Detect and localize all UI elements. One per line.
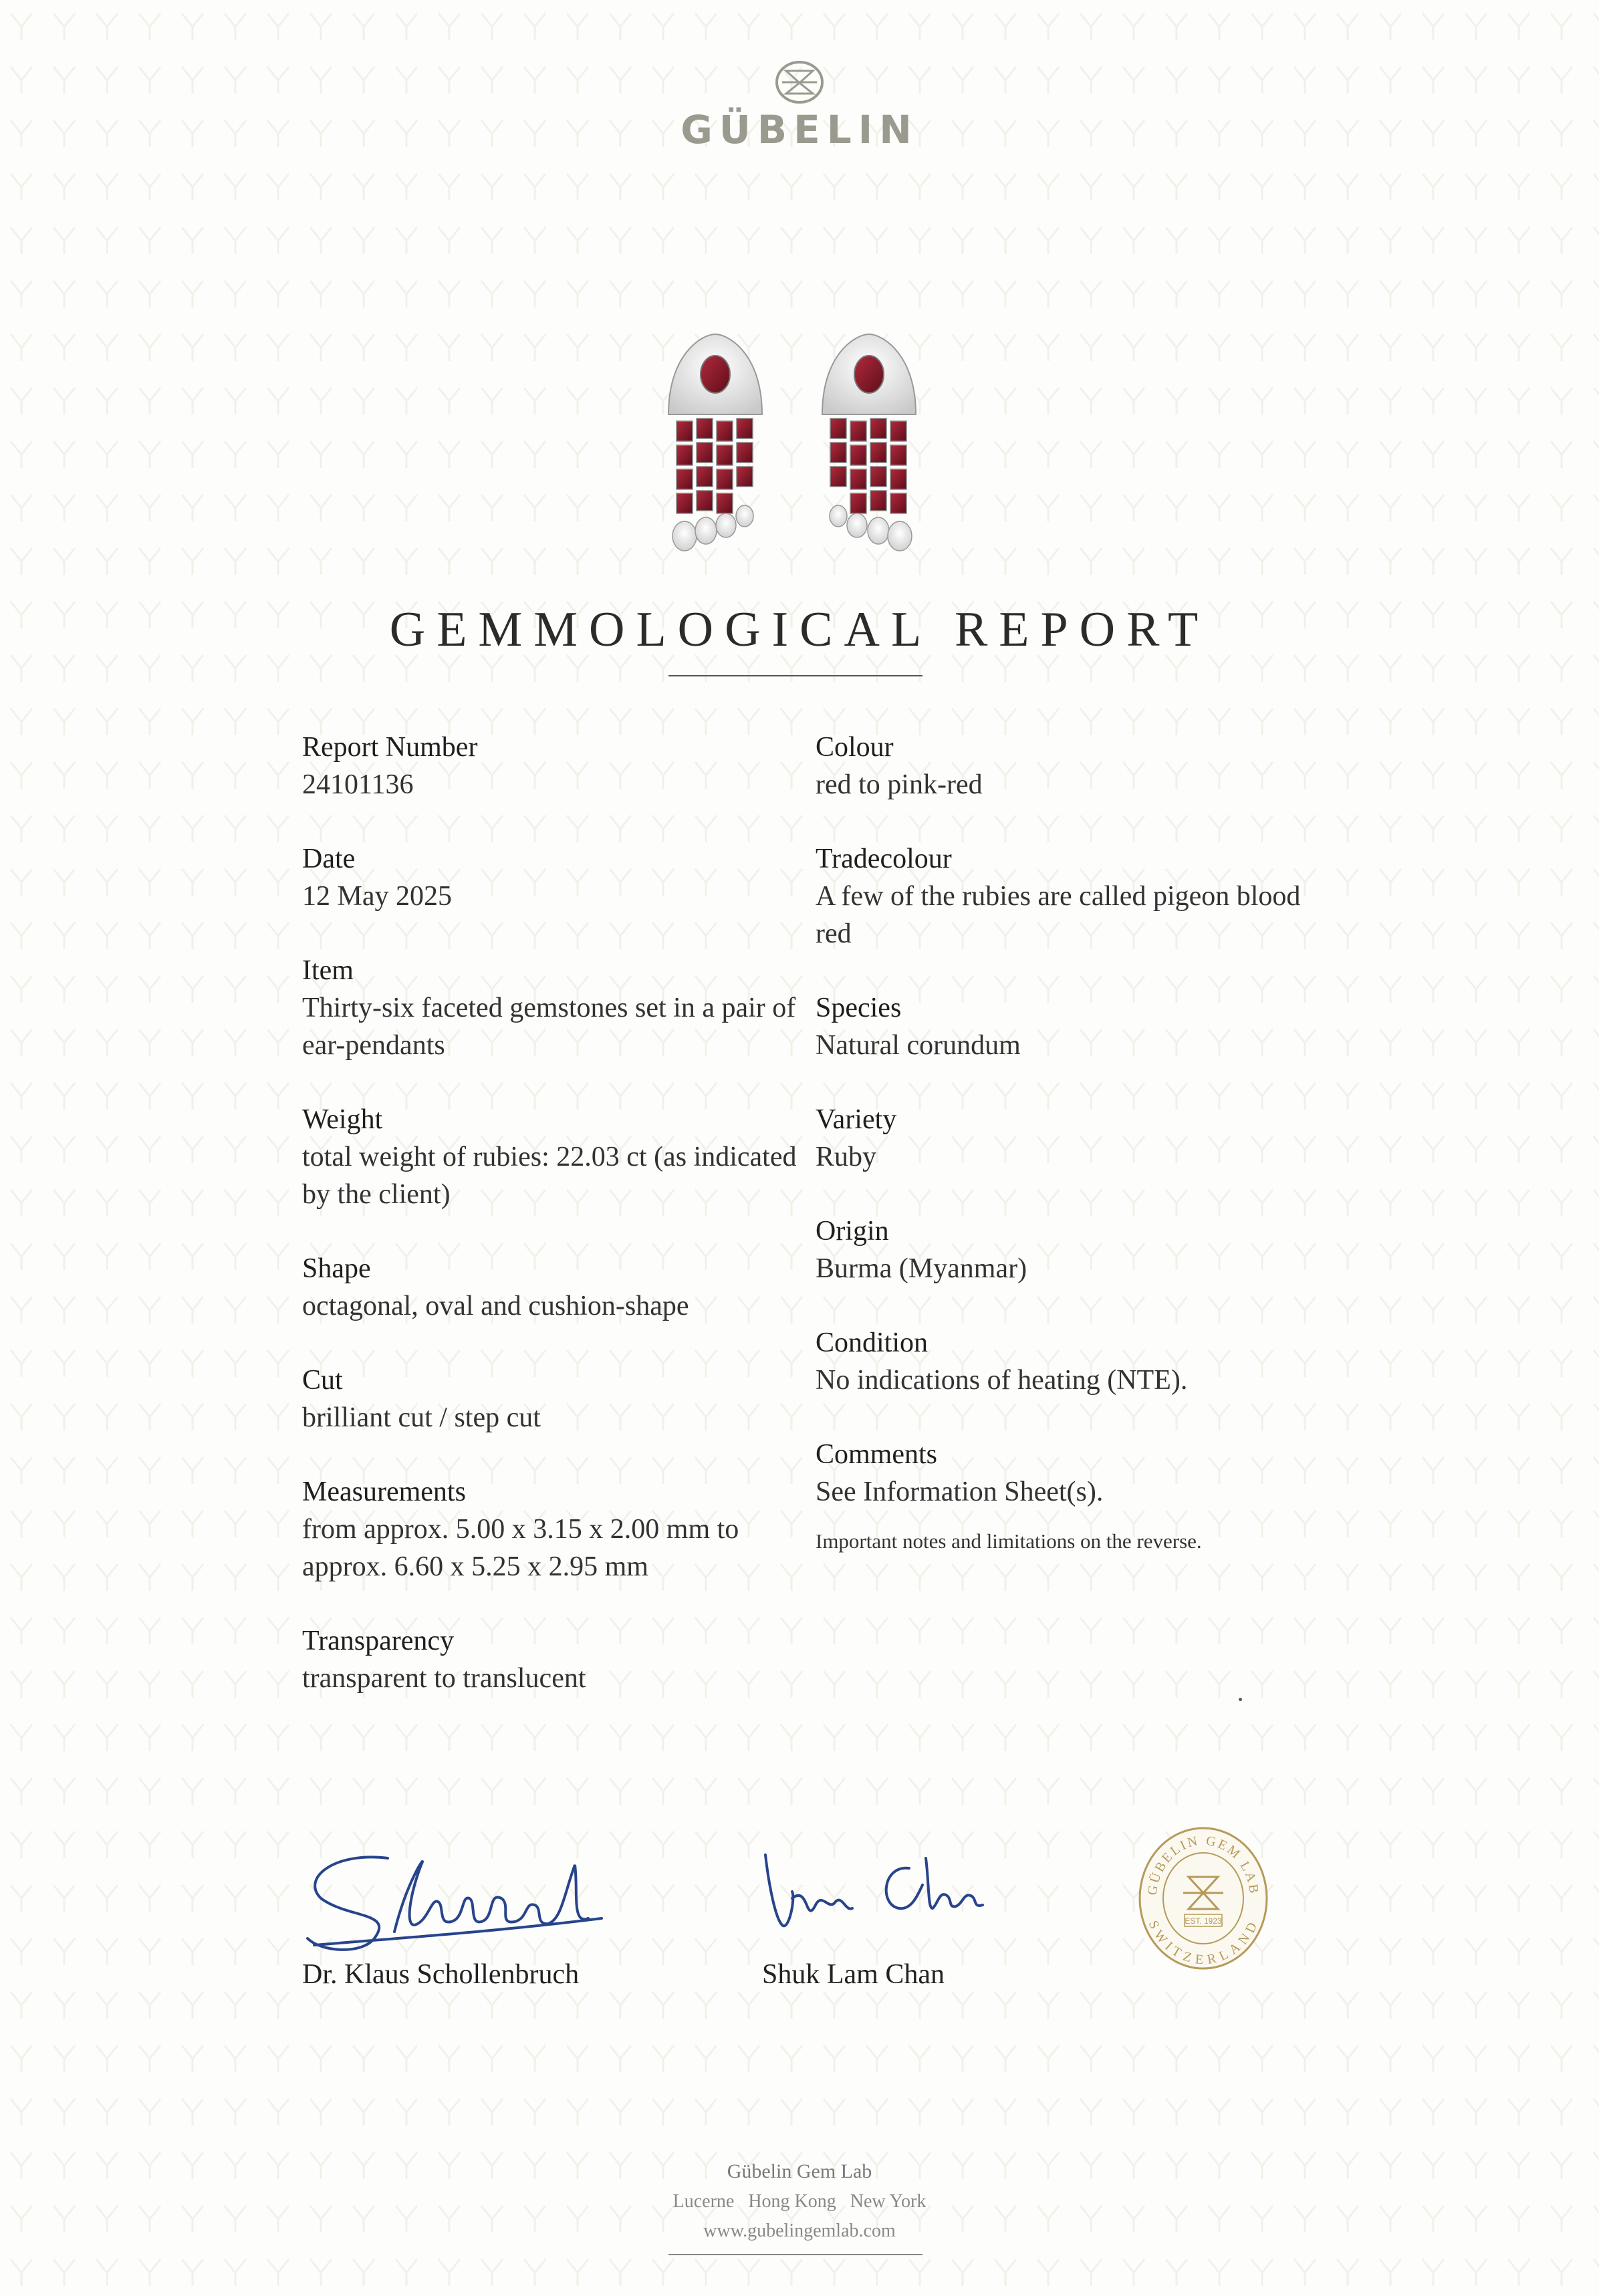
field-label: Comments	[816, 1439, 938, 1470]
speck	[1239, 1698, 1242, 1701]
field-value: Thirty-six faceted gemstones set in a pair of ear-pendants	[302, 993, 796, 1061]
field-value: red to pink-red	[816, 769, 983, 800]
footer-lab-name: Gübelin Gem Lab	[727, 2160, 872, 2182]
field-label: Transparency	[302, 1626, 455, 1656]
reverse-note: Important notes and limitations on the reverse.	[816, 1529, 1202, 1553]
signature-chan	[755, 1845, 996, 1945]
signatory-name-1: Dr. Klaus Schollenbruch	[302, 1959, 580, 1990]
field-tradecolour	[816, 840, 1324, 952]
field-value: octagonal, oval and cushion-shape	[302, 1291, 689, 1321]
field-label: Report Number	[302, 732, 478, 763]
field-label: Item	[302, 955, 354, 986]
field-value: A few of the rubies are called pigeon blood red	[816, 881, 1301, 949]
field-value: 12 May 2025	[302, 881, 452, 912]
title-underline	[668, 675, 922, 676]
field-value: from approx. 5.00 x 3.15 x 2.00 mm to approx. 6.60 x 5.25 x 2.95 mm	[302, 1514, 739, 1582]
field-comments	[816, 1436, 1324, 1511]
field-report-number	[302, 729, 810, 803]
field-label: Measurements	[302, 1477, 466, 1507]
field-shape	[302, 1250, 810, 1325]
field-label: Cut	[302, 1365, 343, 1396]
field-label: Shape	[302, 1253, 371, 1284]
field-label: Condition	[816, 1327, 929, 1358]
field-value: transparent to translucent	[302, 1663, 586, 1694]
field-value: Ruby	[816, 1142, 877, 1172]
footer-rule	[668, 2254, 922, 2255]
field-weight	[302, 1101, 810, 1213]
hourglass-triangle-icon	[753, 59, 846, 106]
footer-cities: Lucerne Hong Kong New York	[672, 2191, 927, 2212]
field-value: Natural corundum	[816, 1030, 1021, 1061]
footer-website: www.gubelingemlab.com	[703, 2220, 896, 2241]
field-label: Species	[816, 993, 902, 1023]
field-cut	[302, 1362, 810, 1436]
field-label: Weight	[302, 1104, 383, 1135]
left-column	[302, 729, 810, 1734]
seal-established: EST. 1923	[1185, 1916, 1222, 1926]
field-label: Variety	[816, 1104, 897, 1135]
field-value: No indications of heating (NTE).	[816, 1365, 1188, 1396]
field-variety	[816, 1101, 1324, 1176]
right-column	[816, 729, 1324, 1553]
field-value: See Information Sheet(s).	[816, 1477, 1104, 1507]
ear-pendants-photo	[642, 328, 949, 568]
brand-wordmark: GÜBELIN	[681, 107, 918, 152]
field-value: 24101136	[302, 769, 414, 800]
field-value: brilliant cut / step cut	[302, 1402, 541, 1433]
field-label: Origin	[816, 1216, 889, 1247]
field-condition	[816, 1324, 1324, 1399]
field-label: Colour	[816, 732, 894, 763]
field-label: Date	[302, 844, 356, 874]
signature-schollenbruch	[294, 1838, 608, 1958]
field-value: Burma (Myanmar)	[816, 1253, 1027, 1284]
field-species	[816, 989, 1324, 1064]
gem-lab-seal	[1136, 1825, 1270, 1972]
field-item	[302, 952, 810, 1064]
field-measurements	[302, 1473, 810, 1585]
seal-top-text: GÜBELIN GEM LAB	[1144, 1833, 1262, 1896]
field-transparency	[302, 1622, 810, 1697]
seal-bottom-text: SWITZERLAND	[1145, 1918, 1261, 1968]
field-value: total weight of rubies: 22.03 ct (as indicated by the client)	[302, 1142, 797, 1210]
field-origin	[816, 1213, 1324, 1287]
report-title: GEMMOLOGICAL REPORT	[389, 602, 1210, 657]
field-colour	[816, 729, 1324, 803]
field-date	[302, 840, 810, 915]
signatory-name-2: Shuk Lam Chan	[762, 1959, 945, 1990]
field-label: Tradecolour	[816, 844, 952, 874]
